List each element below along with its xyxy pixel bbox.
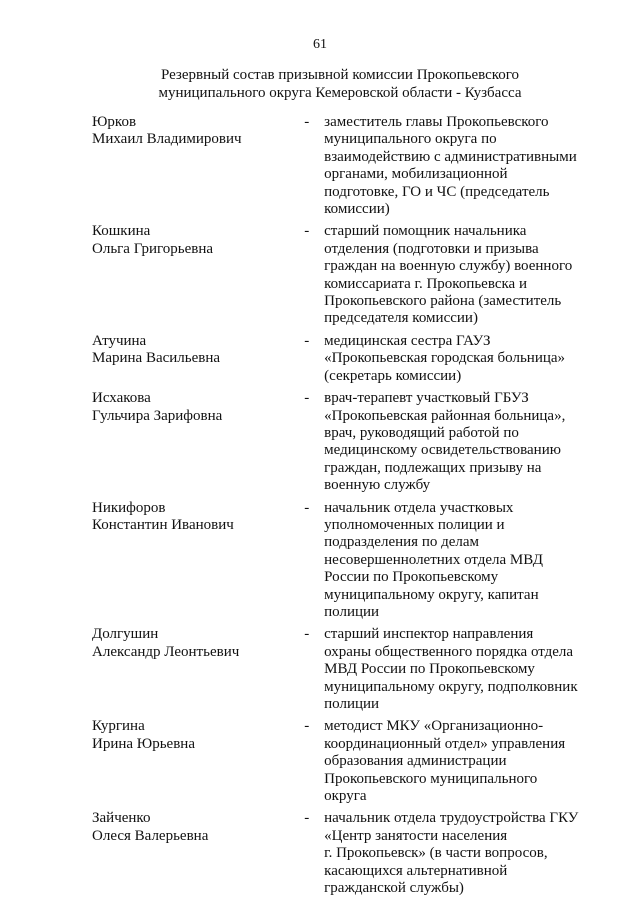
member-role-line: (секретарь комиссии) bbox=[324, 367, 462, 384]
member-surname: Зайченко bbox=[92, 810, 151, 827]
member-role-line: «Прокопьевская районная больница», bbox=[324, 407, 566, 424]
member-given-names: Олеся Валерьевна bbox=[92, 827, 209, 844]
member-surname: Юрков bbox=[92, 114, 137, 130]
member-role-line: уполномоченных полиции и bbox=[324, 516, 505, 533]
member-role-line: охраны общественного порядка отдела bbox=[324, 643, 574, 660]
member-role-line: военную службу bbox=[324, 477, 431, 494]
member-separator: - bbox=[304, 718, 310, 735]
member-surname: Кургина bbox=[92, 718, 145, 735]
member-separator: - bbox=[304, 223, 310, 240]
member-role-line: г. Прокопьевск» (в части вопросов, bbox=[324, 845, 548, 862]
member-role-line: Прокопьевского муниципального bbox=[324, 770, 538, 787]
document-title bbox=[100, 66, 580, 102]
member-surname: Кошкина bbox=[92, 223, 151, 240]
member-role-line: методист МКУ «Организационно- bbox=[324, 718, 544, 735]
member-given-names: Ольга Григорьевна bbox=[92, 240, 214, 257]
member-role-line: России по Прокопьевскому bbox=[324, 569, 499, 586]
member-role-line: врач, руководящий работой по bbox=[324, 424, 519, 441]
member-role-line: начальник отдела трудоустройства ГКУ bbox=[324, 810, 579, 827]
member-role-line: начальник отдела участковых bbox=[324, 499, 514, 516]
member-given-names: Марина Васильевна bbox=[92, 350, 221, 367]
member-name bbox=[92, 114, 304, 218]
member-entry bbox=[92, 718, 592, 805]
member-surname: Исхакова bbox=[92, 390, 151, 407]
member-role-line: органами, мобилизационной bbox=[324, 166, 508, 183]
member-given-names: Константин Иванович bbox=[92, 516, 234, 533]
member-name bbox=[92, 500, 304, 622]
member-role bbox=[324, 500, 592, 622]
member-role-line: медицинская сестра ГАУЗ bbox=[324, 332, 491, 349]
member-role bbox=[324, 718, 592, 805]
member-role-line: граждан, подлежащих призыву на bbox=[324, 459, 542, 476]
member-role-line: полиции bbox=[324, 603, 380, 620]
member-name bbox=[92, 333, 304, 385]
member-role-line: муниципальному округу, капитан bbox=[324, 586, 539, 603]
member-role bbox=[324, 333, 592, 385]
member-name bbox=[92, 626, 304, 713]
member-role-line: отделения (подготовки и призыва bbox=[324, 240, 539, 257]
member-role-line: «Центр занятости населения bbox=[324, 827, 508, 844]
member-role bbox=[324, 223, 592, 327]
title-line-1: Резервный состав призывной комиссии Прокопьевского bbox=[160, 67, 520, 83]
member-role-line: взаимодействию с административными bbox=[324, 148, 577, 165]
member-entry bbox=[92, 626, 592, 713]
member-separator: - bbox=[304, 499, 310, 516]
member-role-line: председателя комиссии) bbox=[324, 310, 478, 327]
member-role-line: Прокопьевского района (заместитель bbox=[324, 293, 562, 310]
member-given-names: Гульчира Зарифовна bbox=[92, 407, 223, 424]
member-role-line: несовершеннолетних отдела МВД bbox=[324, 551, 543, 568]
member-surname: Никифоров bbox=[92, 499, 166, 516]
member-name bbox=[92, 223, 304, 327]
member-entry bbox=[92, 114, 592, 218]
member-role bbox=[324, 114, 592, 218]
member-separator: - bbox=[304, 390, 310, 407]
title-line-2: муниципального округа Кемеровской области - Кузбасса bbox=[158, 85, 522, 101]
member-role-line: полиции bbox=[324, 696, 380, 712]
member-separator: - bbox=[304, 332, 310, 349]
member-separator: - bbox=[304, 114, 310, 130]
member-name bbox=[92, 390, 304, 494]
member-role-line: заместитель главы Прокопьевского bbox=[324, 114, 549, 130]
member-role-line: муниципальному округу, подполковник bbox=[324, 678, 578, 695]
member-role-line: подготовке, ГО и ЧС (председатель bbox=[324, 183, 550, 200]
member-entry bbox=[92, 223, 592, 327]
member-given-names: Ирина Юрьевна bbox=[92, 735, 195, 752]
member-name bbox=[92, 718, 304, 805]
member-entry bbox=[92, 500, 592, 622]
member-separator: - bbox=[304, 626, 310, 643]
member-role-line: МВД России по Прокопьевскому bbox=[324, 661, 535, 678]
page-number: 61 bbox=[313, 37, 327, 52]
member-role bbox=[324, 810, 592, 897]
member-role-line: координационный отдел» управления bbox=[324, 735, 566, 752]
member-role-line: подразделения по делам bbox=[324, 534, 480, 551]
member-role-line: медицинскому освидетельствованию bbox=[324, 442, 561, 459]
member-role-line: муниципального округа по bbox=[324, 131, 497, 148]
member-role-line: комиссии) bbox=[324, 201, 390, 218]
member-role-line: старший инспектор направления bbox=[324, 626, 534, 643]
member-role bbox=[324, 626, 592, 713]
member-list bbox=[92, 114, 592, 902]
member-role-line: врач-терапевт участковый ГБУЗ bbox=[324, 390, 529, 407]
member-role-line: касающихся альтернативной bbox=[324, 862, 508, 879]
member-role-line: комиссариата г. Прокопьевска и bbox=[324, 275, 527, 292]
member-separator: - bbox=[304, 810, 310, 827]
member-given-names: Александр Леонтьевич bbox=[92, 643, 240, 660]
member-role-line: образования администрации bbox=[324, 753, 507, 770]
member-role-line: старший помощник начальника bbox=[324, 223, 527, 240]
member-entry bbox=[92, 810, 592, 897]
member-role-line: «Прокопьевская городская больница» bbox=[324, 350, 566, 367]
member-surname: Долгушин bbox=[92, 626, 159, 643]
member-entry bbox=[92, 390, 592, 494]
member-role-line: граждан на военную службу) военного bbox=[324, 258, 573, 275]
member-name bbox=[92, 810, 304, 897]
member-role bbox=[324, 390, 592, 494]
member-role-line: гражданской службы) bbox=[324, 880, 464, 897]
member-entry bbox=[92, 333, 592, 385]
member-role-line: округа bbox=[324, 788, 367, 805]
member-given-names: Михаил Владимирович bbox=[92, 131, 242, 148]
member-surname: Атучина bbox=[92, 332, 147, 349]
